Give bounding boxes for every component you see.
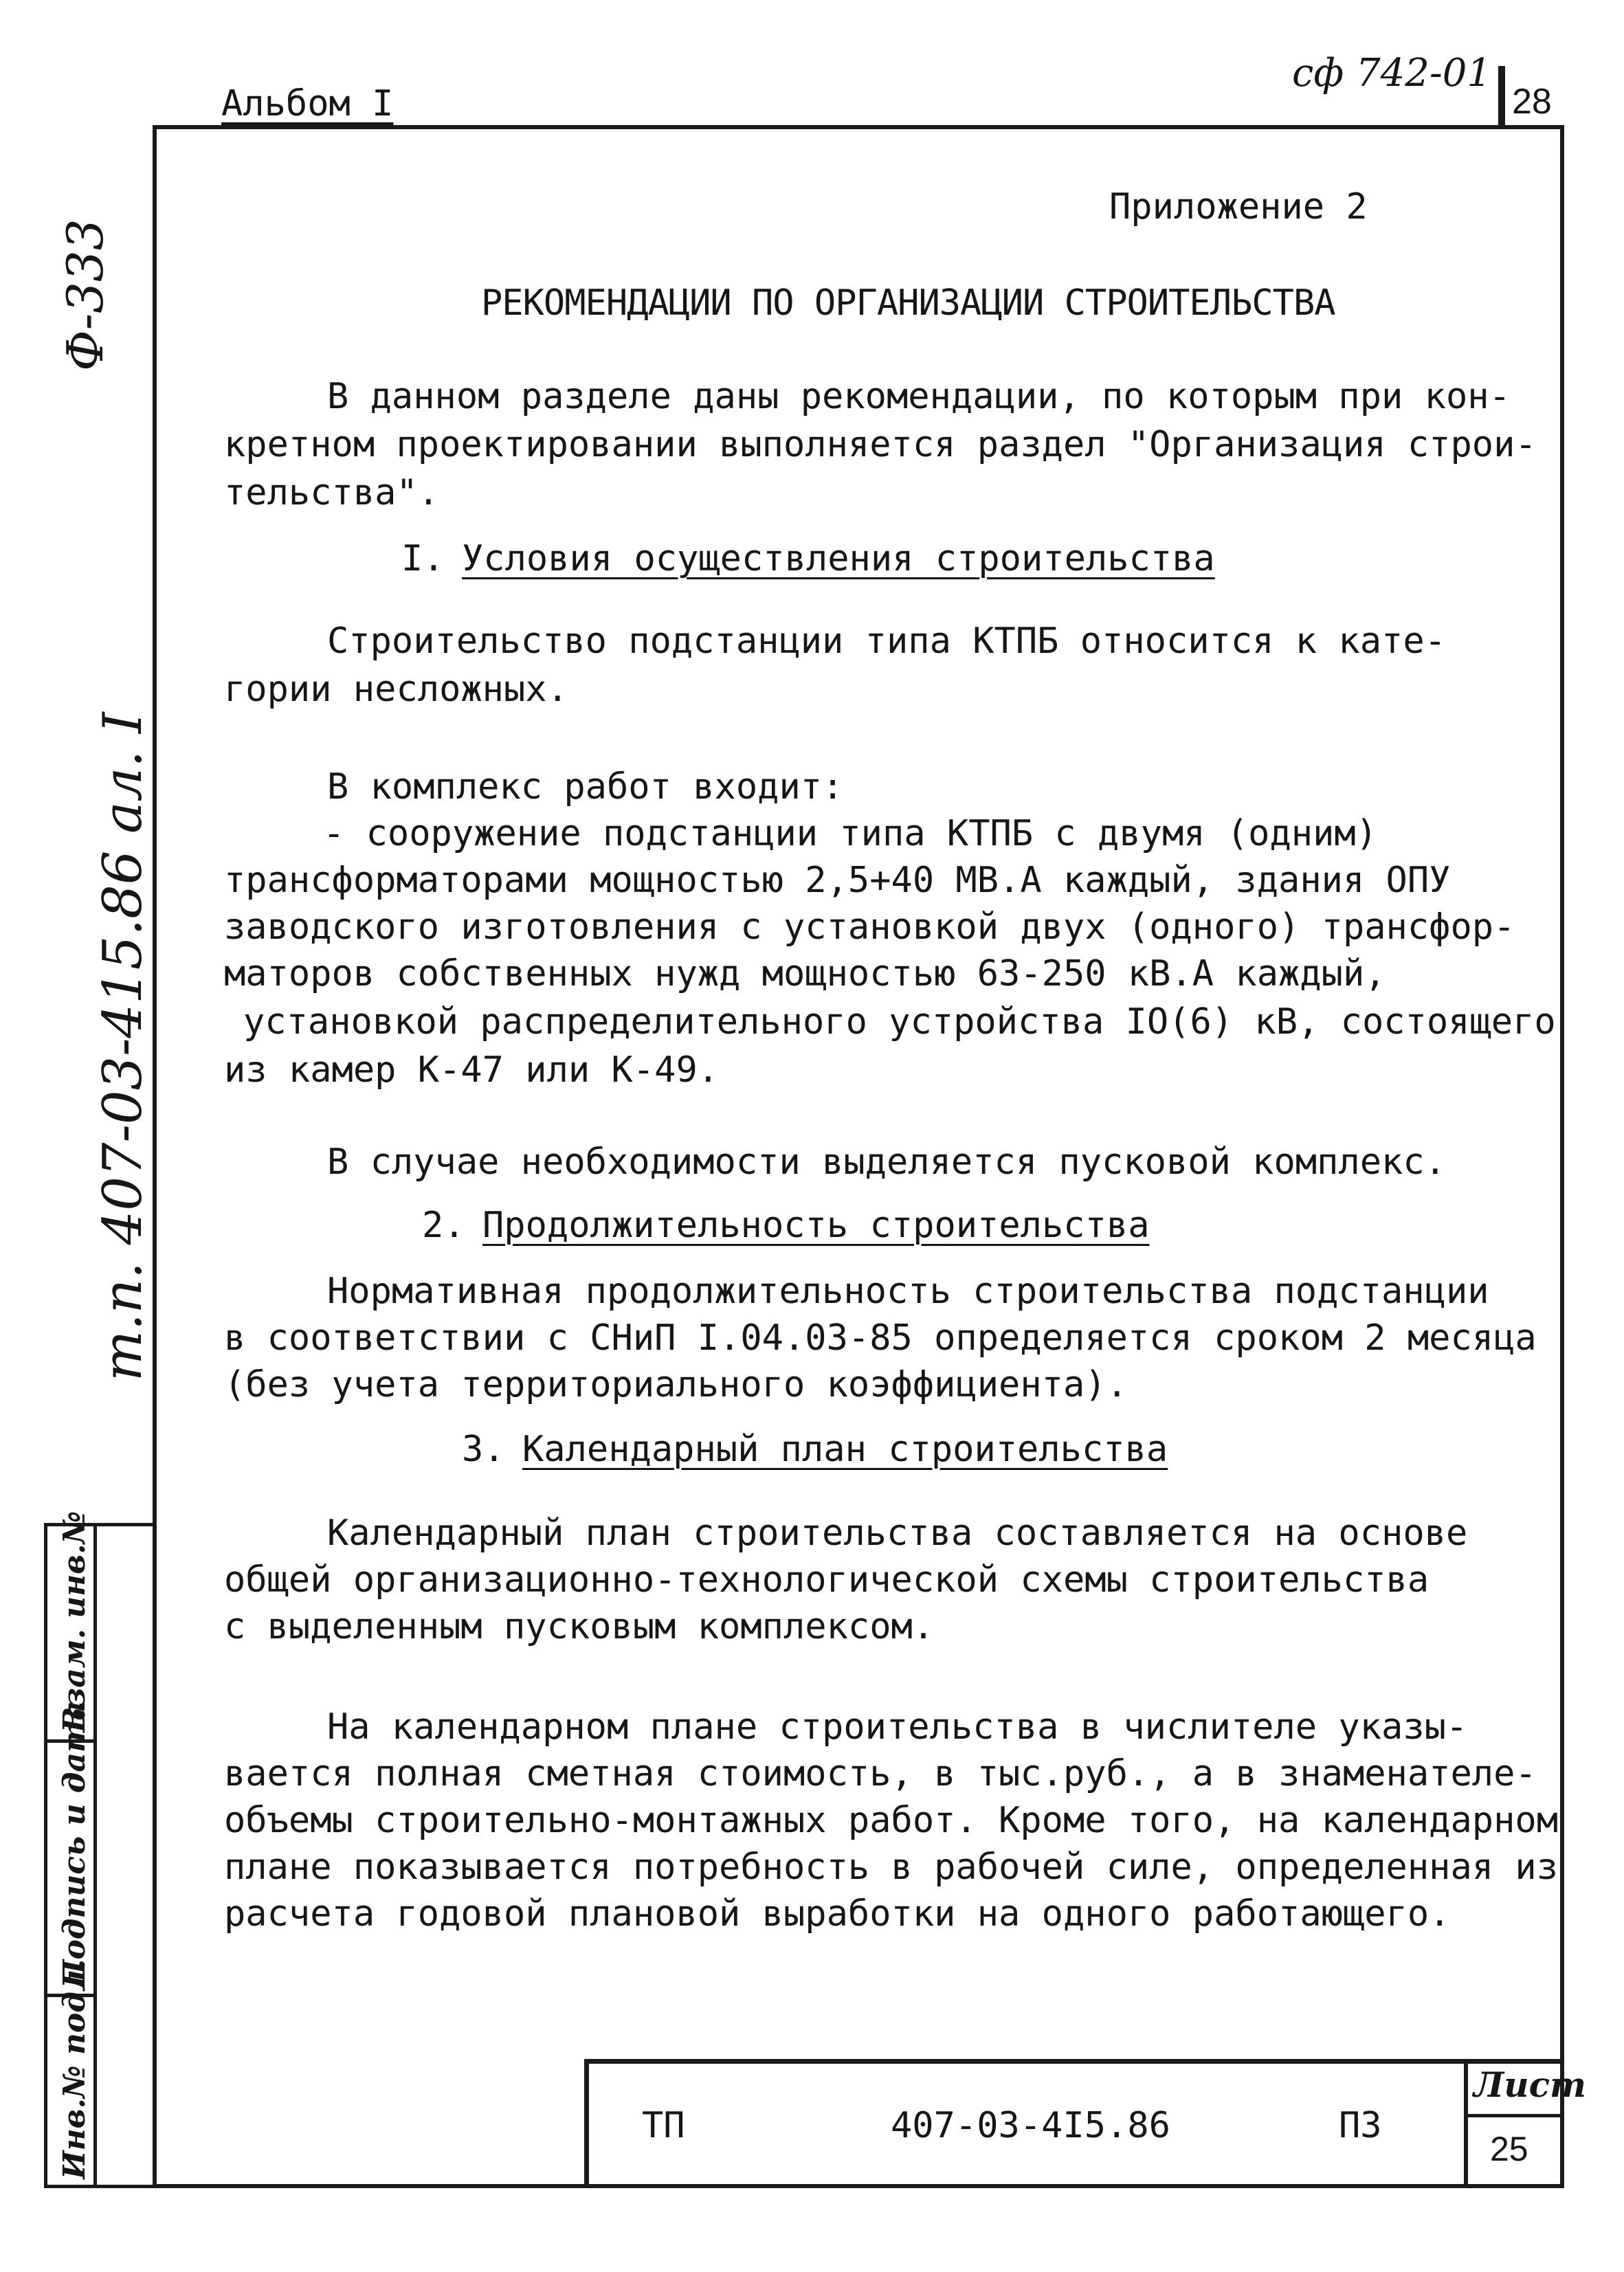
title-block-doc-code: ПЗ	[1339, 2105, 1382, 2146]
album-label: Альбом I	[221, 83, 394, 124]
handwritten-code: сф 742-01	[1292, 51, 1492, 96]
form-code: Ф-333	[56, 219, 114, 371]
title-block-type: ТП	[642, 2105, 685, 2146]
stamp-signature-date: Подпись и дата	[57, 1700, 92, 1988]
s1-p1-line-2: гории несложных.	[224, 669, 568, 710]
stamp-replace-inv: Взам. инв.№	[57, 1511, 92, 1733]
s3-p2-line-1: На календарном плане строительства в числителе указы-	[327, 1706, 1468, 1748]
sheet-number-top: 28	[1512, 82, 1552, 122]
s3-p1-line-2: общей организационно-технологической схемы строительства	[224, 1559, 1430, 1601]
s3-p2-line-5: расчета годовой плановой выработки на одного работающего.	[224, 1893, 1451, 1935]
s1-p2-line-2: - сооружение подстанции типа КТПБ с двумя (одним)	[323, 813, 1378, 854]
title-block-designation: 407-03-4I5.86	[891, 2105, 1170, 2146]
approval-stamp	[44, 1511, 154, 2188]
header-divider	[1498, 66, 1505, 129]
s1-p2-line-5: маторов собственных нужд мощностью 63-250 кВ.А каждый,	[224, 953, 1386, 994]
title-block-sheet-separator	[1464, 2114, 1564, 2117]
s1-p3: В случае необходимости выделяется пусковой комплекс.	[327, 1141, 1446, 1183]
s3-p2-line-3: объемы строительно-монтажных работ. Кроме того, на календарном	[224, 1800, 1559, 1841]
section-2-number: 2.	[422, 1205, 465, 1246]
intro-line-3: тельства".	[224, 472, 440, 513]
s3-p2-line-2: вается полная сметная стоимость, в тыс.руб., а в знаменателе-	[224, 1753, 1537, 1794]
title-block-sheet-label: Лист	[1473, 2064, 1586, 2105]
stamp-inv-original: Инв.№ подл.	[57, 1959, 92, 2179]
intro-line-2: кретном проектировании выполняется раздел "Организация строи-	[224, 424, 1537, 465]
s1-p1-line-1: Строительство подстанции типа КТПБ относится к кате-	[327, 621, 1446, 662]
section-2-title: Продолжительность строительства	[482, 1205, 1150, 1246]
s1-p2-line-6: установкой распределительного устройства IO(6) кВ, состоящего	[243, 1001, 1556, 1043]
s3-p1-line-1: Календарный план строительства составляется на основе	[327, 1513, 1468, 1554]
s1-p2-line-1: В комплекс работ входит:	[327, 766, 844, 808]
appendix-label: Приложение 2	[1109, 186, 1368, 227]
s3-p1-line-3: с выделенным пусковым комплексом.	[224, 1606, 935, 1647]
section-1-number: I.	[401, 538, 445, 579]
s1-p2-line-4: заводского изготовления с установкой двух (одного) трансфор-	[224, 906, 1515, 948]
s2-p1-line-3: (без учета территориального коэффициента).	[224, 1364, 1128, 1405]
s2-p1-line-2: в соответствии с СНиП I.04.03-85 определяется сроком 2 месяца	[224, 1317, 1537, 1359]
project-reference: т.п. 407-03-415.86 ал. I	[92, 712, 154, 1381]
intro-line-1: В данном разделе даны рекомендации, по которым при кон-	[327, 376, 1511, 417]
s2-p1-line-1: Нормативная продолжительность строительства подстанции	[327, 1271, 1489, 1312]
s1-p2-line-7: из камер К-47 или К-49.	[224, 1049, 720, 1091]
section-3-title: Календарный план строительства	[522, 1429, 1168, 1470]
section-1-title: Условия осуществления строительства	[462, 538, 1215, 579]
title-block-sheet-value: 25	[1490, 2130, 1528, 2168]
document-title: РЕКОМЕНДАЦИИ ПО ОРГАНИЗАЦИИ СТРОИТЕЛЬСТВА	[481, 282, 1335, 324]
section-3-number: 3.	[462, 1429, 505, 1470]
s1-p2-line-3: трансформаторами мощностью 2,5+40 МВ.А каждый, здания ОПУ	[224, 860, 1451, 901]
s3-p2-line-4: плане показывается потребность в рабочей силе, определенная из	[224, 1847, 1559, 1888]
